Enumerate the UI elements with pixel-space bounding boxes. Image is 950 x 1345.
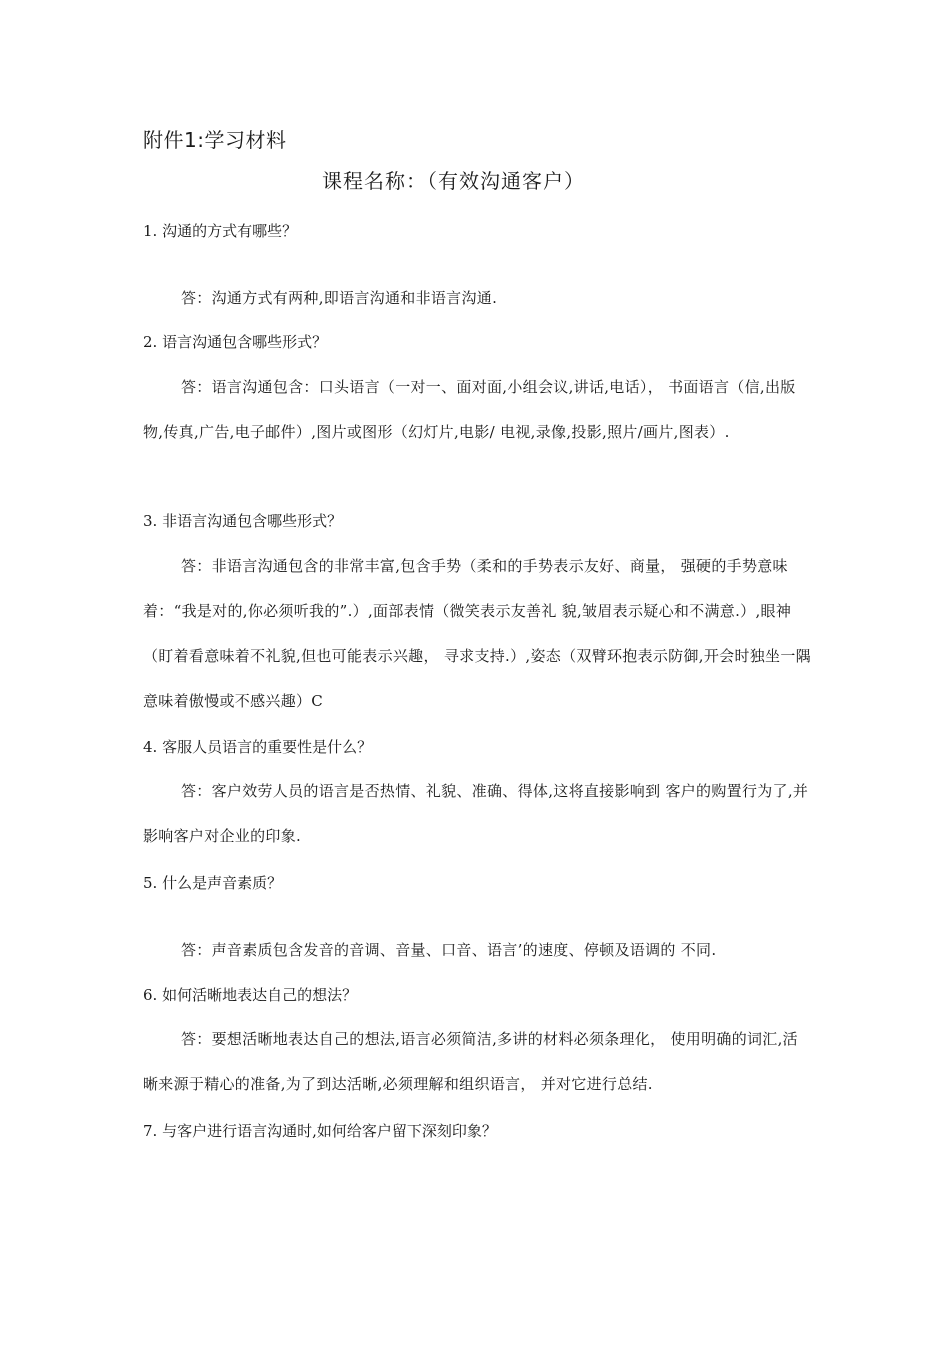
question-2: 2. 语言沟通包含哪些形式？ [143,333,328,351]
question-6: 6. 如何活晰地表达自己的想法？ [143,986,358,1004]
question-5: 5. 什么是声音素质？ [143,874,283,892]
attachment-title: 附件1:学习材料 [143,128,287,152]
answer-4: 答：客户效劳人员的语言是否热情、礼貌、准确、得体,这将直接影响到 客户的购置行为了,并影响客户对企业的印象. [143,782,809,845]
question-3: 3. 非语言沟通包含哪些形式？ [143,512,343,530]
answer-3: 答：非语言沟通包含的非常丰富,包含手势（柔和的手势表示友好、商量， 强硬的手势意味着：“我是对的,你必须听我的”.）,面部表情（微笑表示友善礼 貌,皱眉表示疑心和不满意.）,眼神（盯着看意味着不礼貌,但也可能表示兴趣， 寻求支持.）,姿态（双臂环抱表示防御,开会时独坐一隅意味着傲慢或不感兴趣）C [143,557,811,710]
question-1: 1. 沟通的方式有哪些？ [143,222,298,240]
answer-1: 答：沟通方式有两种,即语言沟通和非语言沟通. [181,289,498,307]
answer-2: 答：语言沟通包含：口头语言（一对一、面对面,小组会议,讲话,电话）， 书面语言（信,出版物,传真,广告,电子邮件）,图片或图形（幻灯片,电影/ 电视,录像,投影,照片/画片,图表）. [143,378,796,441]
answer-6: 答：要想活晰地表达自己的想法,语言必须简洁,多讲的材料必须条理化， 使用明确的词汇,活晰来源于精心的准备,为了到达活晰,必须理解和组织语言， 并对它进行总结. [143,1030,798,1093]
question-7: 7. 与客户进行语言沟通时,如何给客户留下深刻印象？ [143,1122,497,1140]
question-4: 4. 客服人员语言的重要性是什么？ [143,738,373,756]
course-title: 课程名称：（有效沟通客户） [322,169,585,193]
answer-5: 答：声音素质包含发音的音调、音量、口音、语言’的速度、停顿及语调的 不同. [181,941,717,959]
